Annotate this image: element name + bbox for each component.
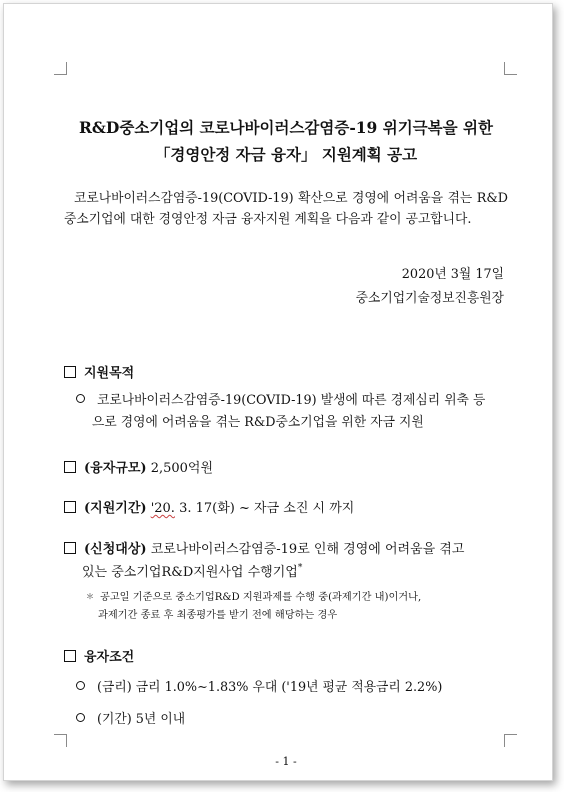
circle-bullet-icon [76,394,85,403]
target-footnote-line-1: 공고일 기준으로 중소기업R&D 지원과제를 수행 중(과제기간 내)이거나, [100,592,422,603]
intro-paragraph: 코로나바이러스감염증-19(COVID-19) 확산으로 경영에 어려움을 겪는 R&D중소기업에 대한 경영안정 자금 융자지원 계획을 다음과 같이 공고합니다. [64,191,508,227]
document-title-line-1: R&D중소기업의 코로나바이러스감염증-19 위기극복을 위한 [79,118,493,137]
margin-mark-bottom-right [504,734,517,747]
page-number: - 1 - [275,755,297,768]
target-footnote-line-2: 과제기간 종료 후 최종평가를 받기 전에 해당하는 경우 [98,610,338,621]
square-bullet-icon [64,366,76,378]
square-bullet-icon [64,501,76,513]
section-purpose [64,362,134,381]
purpose-bullet-text: 코로나바이러스감염증-19(COVID-19) 발생에 따른 경제심리 위축 등 [97,393,486,408]
purpose-bullet [76,390,508,434]
section-target-continuation [82,561,302,580]
asterisk-icon: ＊ [86,592,94,601]
section-period [64,497,354,516]
section-target-value: 코로나바이러스감염증-19로 인해 경영에 어려움을 겪고 [150,542,465,557]
section-period-heading: (지원기간) [84,501,147,516]
margin-mark-top-left [54,62,67,75]
section-target-heading: (신청대상) [84,542,147,557]
margin-mark-bottom-left [54,734,67,747]
circle-bullet-icon [76,681,85,690]
conditions-term-bullet [76,709,508,731]
section-conditions-heading: 융자조건 [84,650,135,665]
footnote-marker: * [297,563,303,573]
section-conditions [64,646,134,665]
conditions-term-text: (기간) 5년 이내 [97,712,186,727]
announcement-date: 2020년 3월 17일 [401,267,504,282]
purpose-bullet-text-cont: 으로 경영에 어려움을 겪는 R&D중소기업을 위한 자금 지원 [92,415,424,430]
section-period-year: '20. [150,501,175,516]
conditions-rate-bullet [76,677,508,699]
document-title-line-2: 「경영안정 자금 융자」 지원계획 공고 [154,145,418,164]
section-scale-value: 2,500억원 [150,461,214,476]
square-bullet-icon [64,650,76,662]
section-target [64,538,464,557]
square-bullet-icon [64,461,76,473]
document-page [3,3,553,781]
conditions-rate-text: (금리) 금리 1.0%∼1.83% 우대 ('19년 평균 적용금리 2.2%) [97,680,443,695]
section-purpose-heading: 지원목적 [84,366,135,381]
section-period-value: 3. 17(화) ~ 자금 소진 시 까지 [174,501,355,516]
issuing-organization: 중소기업기술정보진흥원장 [355,291,504,306]
section-scale-heading: (융자규모) [84,461,147,476]
section-scale [64,457,213,476]
square-bullet-icon [64,542,76,554]
section-target-value-cont: 있는 중소기업R&D지원사업 수행기업 [82,565,298,580]
margin-mark-top-right [504,62,517,75]
circle-bullet-icon [76,713,85,722]
target-footnote [86,588,508,625]
